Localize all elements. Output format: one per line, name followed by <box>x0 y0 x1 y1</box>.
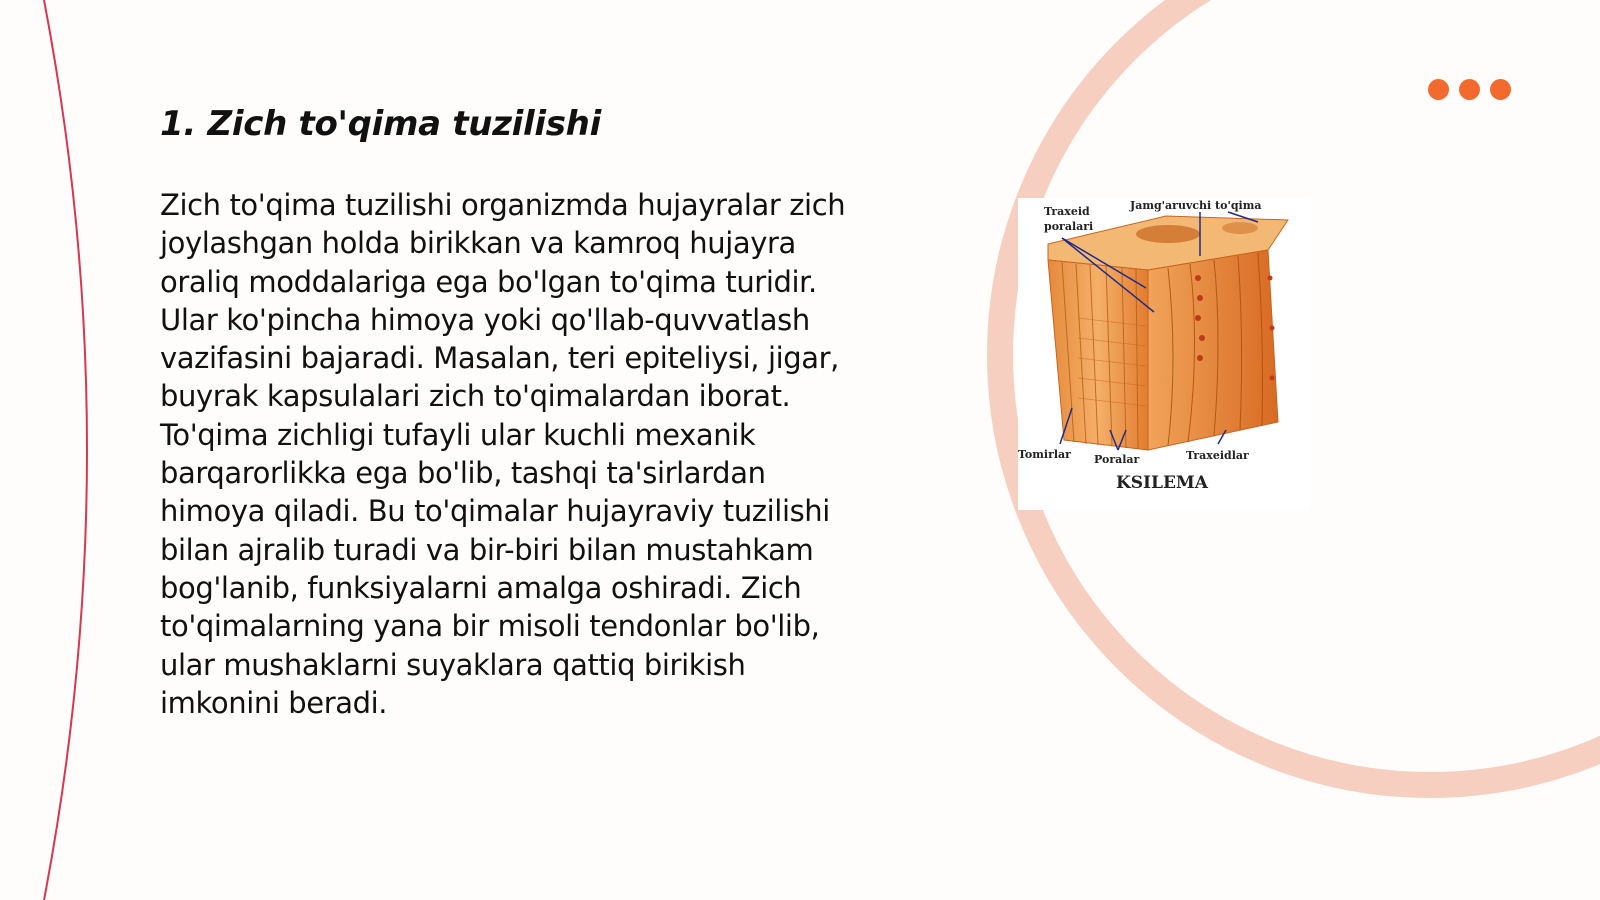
xylem-diagram <box>1018 198 1310 510</box>
dot-3 <box>1490 79 1511 100</box>
label-poralari: poralari <box>1044 220 1094 233</box>
left-curve-line <box>44 0 87 900</box>
block-front-face <box>1048 260 1148 450</box>
slide-title: 1. Zich to'qima tuzilishi <box>160 104 601 144</box>
figure-caption: KSILEMA <box>1116 473 1208 493</box>
dot-2 <box>1459 79 1480 100</box>
dot-1 <box>1428 79 1449 100</box>
three-dots-icon <box>1428 79 1511 100</box>
label-poralar: Poralar <box>1094 453 1140 466</box>
label-tomirlar: Tomirlar <box>1018 448 1071 461</box>
xylem-figure <box>1018 198 1310 510</box>
label-traxeidlar: Traxeidlar <box>1186 449 1249 462</box>
vessel-top <box>1136 225 1200 243</box>
label-jamgaruvchi: Jamg'aruvchi to'qima <box>1130 199 1262 212</box>
block-side-face <box>1148 250 1278 450</box>
slide-body-text: Zich to'qima tuzilishi organizmda hujayralar zich joylashgan holda birikkan va kamroq hujayra oraliq moddalariga ega bo'lgan to'qima turidir. Ular ko'pincha himoya yoki qo'llab-quvvatlash vazifasini bajaradi. Masalan, teri epiteliysi, jigar, buyrak kapsulalari zich to'qimalardan iborat. To'qima zichligi tufayli ular kuchli mexanik barqarorlikka ega bo'lib, tashqi ta'sirlardan himoya qiladi. Bu to'qimalar hujayraviy tuzilishi bilan ajralib turadi va bir-biri bilan mustahkam bog'lanib, funksiyalarni amalga oshiradi. Zich to'qimalarning yana bir misoli tendonlar bo'lib, ular mushaklarni suyaklara qattiq birikish imkonini beradi. <box>160 188 846 720</box>
label-traxeid: Traxeid <box>1044 205 1090 218</box>
